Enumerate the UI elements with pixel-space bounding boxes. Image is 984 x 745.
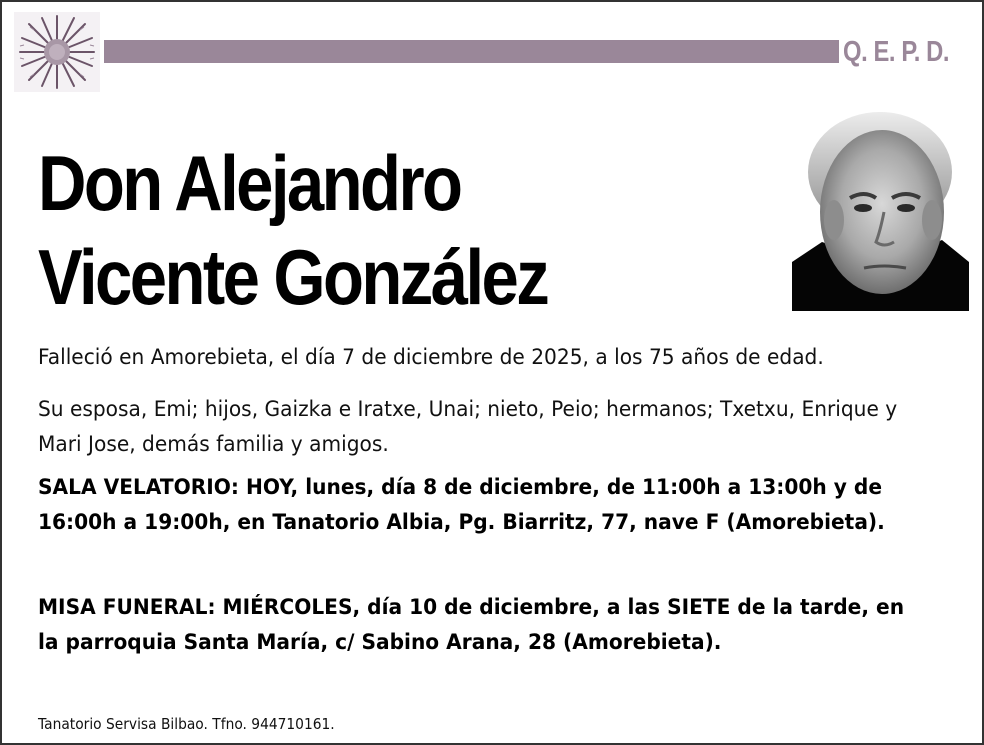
name-line-1: Don Alejandro — [38, 139, 461, 227]
wake-info-text: SALA VELATORIO: HOY, lunes, día 8 de diciembre, de 11:00h a 13:00h y de 16:00h a 19:00h, en Tanatorio Albia, Pg. Biarritz, 77, nave F (Amorebieta). — [38, 475, 885, 534]
thistle-flower-icon — [14, 12, 100, 92]
name-line-2: Vicente González — [38, 233, 548, 321]
death-notice-text: Falleció en Amorebieta, el día 7 de diciembre de 2025, a los 75 años de edad. — [38, 345, 824, 369]
qepd-badge: Q. E. P. D. — [843, 36, 950, 68]
deceased-name — [38, 136, 547, 324]
funeral-mass-text: MISA FUNERAL: MIÉRCOLES, día 10 de diciembre, a las SIETE de la tarde, en la parroquia Santa María, c/ Sabino Arana, 28 (Amorebieta). — [38, 595, 905, 654]
family-text: Su esposa, Emi; hijos, Gaizka e Iratxe, Unai; nieto, Peio; hermanos; Txetxu, Enrique y Mari Jose, demás familia y amigos. — [38, 397, 898, 456]
header-divider-bar — [104, 40, 839, 63]
portrait-photo — [792, 102, 969, 311]
funeral-home-contact: Tanatorio Servisa Bilbao. Tfno. 944710161. — [38, 715, 335, 733]
